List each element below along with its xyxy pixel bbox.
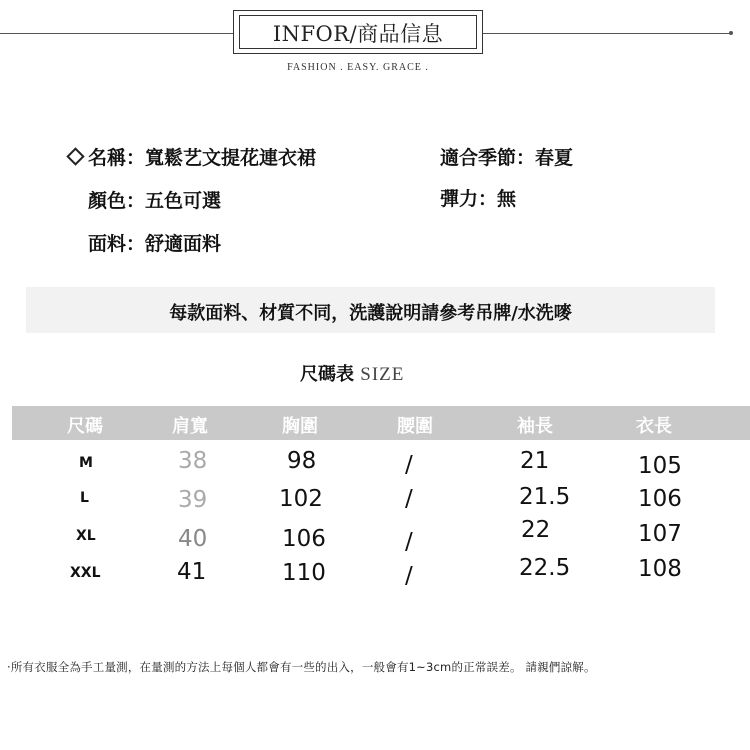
table-row-xl-waist: / (405, 529, 413, 555)
table-row-m-size: M (79, 455, 93, 471)
size-table-title (300, 360, 404, 386)
table-row-l-size: L (80, 490, 89, 506)
header-shoulder: 肩寬 (172, 416, 208, 437)
table-row-l-chest: 102 (279, 486, 323, 512)
table-row-l-waist: / (405, 486, 413, 512)
diamond-icon (66, 147, 84, 165)
table-row-xxl-sleeve: 22.5 (519, 555, 571, 581)
table-row-xl-length: 107 (638, 521, 682, 547)
table-row-xxl-waist: / (405, 563, 413, 589)
header-rule-end-dot (729, 31, 733, 35)
care-banner-text: 每款面料、材質不同，洗護說明請參考吊牌/水洗嘜 (169, 303, 572, 324)
table-row-l-length: 106 (638, 486, 682, 512)
header-chest: 胸圍 (282, 416, 318, 437)
header-waist: 腰圍 (397, 416, 433, 437)
table-row-xl-chest: 106 (282, 526, 326, 552)
info-fabric: 面料：舒適面料 (88, 233, 222, 255)
info-color: 顏色：五色可選 (88, 190, 222, 212)
info-elasticity: 彈力：無 (440, 188, 517, 210)
header-sleeve: 袖長 (517, 416, 553, 437)
measurement-footnote: ·所有衣服全為手工量測，在量測的方法上每個人都會有一些的出入，一般會有1~3cm的正常誤差。 請親們諒解。 (7, 660, 596, 674)
table-row-xxl-size: XXL (70, 565, 101, 581)
page-title: INFOR/商品信息 (272, 22, 444, 46)
table-row-m-chest: 98 (287, 448, 317, 474)
table-row-l-sleeve: 21.5 (519, 484, 571, 510)
header-size: 尺碼 (67, 416, 103, 437)
table-row-xxl-chest: 110 (282, 560, 326, 586)
table-row-xxl-shoulder: 41 (177, 559, 207, 585)
header-length: 衣長 (636, 416, 672, 437)
table-row-m-shoulder: 38 (178, 448, 208, 474)
page-subtitle: FASHION . EASY. GRACE . (287, 62, 429, 73)
table-row-m-waist: / (405, 452, 413, 478)
table-row-xxl-length: 108 (638, 556, 682, 582)
info-name: 名稱：寬鬆艺文提花連衣裙 (88, 147, 317, 169)
header-rule-left (0, 33, 233, 34)
table-row-m-sleeve: 21 (520, 448, 550, 474)
size-table-title-cn: 尺碼表 (300, 364, 354, 385)
table-row-m-length: 105 (638, 453, 682, 479)
info-season: 適合季節：春夏 (440, 147, 574, 169)
table-row-l-shoulder: 39 (178, 487, 208, 513)
size-table-title-en: SIZE (360, 364, 405, 385)
table-row-xl-sleeve: 22 (521, 517, 551, 543)
table-row-xl-size: XL (76, 528, 96, 544)
title-frame (233, 10, 483, 54)
table-row-xl-shoulder: 40 (178, 526, 208, 552)
care-banner (26, 287, 715, 333)
header-rule-right (483, 33, 732, 34)
